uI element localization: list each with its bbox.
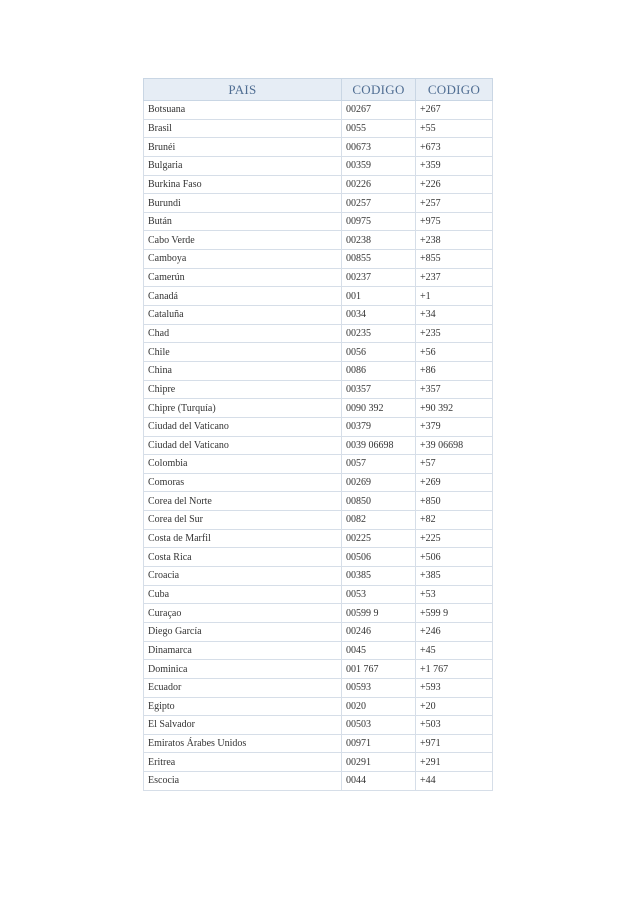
cell-country: Curaçao: [144, 604, 342, 623]
table-row: [144, 473, 493, 492]
cell-country: China: [144, 361, 342, 380]
cell-country: Ecuador: [144, 678, 342, 697]
cell-plus-code: +39 06698: [416, 436, 493, 455]
table-row: [144, 324, 493, 343]
cell-plus-code: +599 9: [416, 604, 493, 623]
header-international-code: CODIGO: [342, 79, 416, 101]
table-row: [144, 250, 493, 269]
table-row: [144, 101, 493, 120]
cell-international-code: 00855: [342, 250, 416, 269]
table-row: [144, 399, 493, 418]
table-row: [144, 212, 493, 231]
cell-country: Canadá: [144, 287, 342, 306]
table-row: [144, 287, 493, 306]
cell-international-code: 00599 9: [342, 604, 416, 623]
cell-plus-code: +238: [416, 231, 493, 250]
cell-international-code: 00238: [342, 231, 416, 250]
table-row: [144, 511, 493, 530]
cell-international-code: 0039 06698: [342, 436, 416, 455]
cell-international-code: 00975: [342, 212, 416, 231]
cell-country: Botsuana: [144, 101, 342, 120]
cell-country: Cabo Verde: [144, 231, 342, 250]
header-row: [144, 79, 493, 101]
table-row: [144, 697, 493, 716]
cell-international-code: 00850: [342, 492, 416, 511]
cell-international-code: 00237: [342, 268, 416, 287]
cell-country: Comoras: [144, 473, 342, 492]
cell-international-code: 0057: [342, 455, 416, 474]
table-row: [144, 455, 493, 474]
country-codes-table: [143, 78, 493, 791]
cell-international-code: 00506: [342, 548, 416, 567]
cell-international-code: 00673: [342, 138, 416, 157]
cell-plus-code: +673: [416, 138, 493, 157]
cell-plus-code: +45: [416, 641, 493, 660]
cell-country: Ciudad del Vaticano: [144, 436, 342, 455]
cell-plus-code: +385: [416, 567, 493, 586]
cell-country: Egipto: [144, 697, 342, 716]
table-row: [144, 734, 493, 753]
table-row: [144, 138, 493, 157]
table-row: [144, 753, 493, 772]
cell-plus-code: +379: [416, 417, 493, 436]
header-plus-code: CODIGO: [416, 79, 493, 101]
cell-plus-code: +850: [416, 492, 493, 511]
cell-plus-code: +86: [416, 361, 493, 380]
cell-international-code: 0090 392: [342, 399, 416, 418]
cell-country: Dinamarca: [144, 641, 342, 660]
cell-international-code: 00379: [342, 417, 416, 436]
cell-international-code: 00503: [342, 716, 416, 735]
cell-plus-code: +57: [416, 455, 493, 474]
cell-country: Costa de Marfil: [144, 529, 342, 548]
cell-international-code: 00235: [342, 324, 416, 343]
table-row: [144, 567, 493, 586]
cell-country: Bután: [144, 212, 342, 231]
cell-country: Ciudad del Vaticano: [144, 417, 342, 436]
table-row: [144, 641, 493, 660]
cell-international-code: 0020: [342, 697, 416, 716]
cell-international-code: 00291: [342, 753, 416, 772]
header-country: PAIS: [144, 79, 342, 101]
table-row: [144, 716, 493, 735]
cell-international-code: 0044: [342, 772, 416, 791]
table-row: [144, 119, 493, 138]
cell-country: Burundi: [144, 194, 342, 213]
cell-international-code: 00246: [342, 622, 416, 641]
cell-country: Eritrea: [144, 753, 342, 772]
cell-international-code: 0045: [342, 641, 416, 660]
cell-country: Chipre: [144, 380, 342, 399]
cell-plus-code: +267: [416, 101, 493, 120]
cell-international-code: 00593: [342, 678, 416, 697]
table-row: [144, 622, 493, 641]
cell-plus-code: +237: [416, 268, 493, 287]
table-row: [144, 529, 493, 548]
table-row: [144, 604, 493, 623]
cell-plus-code: +55: [416, 119, 493, 138]
cell-country: Dominica: [144, 660, 342, 679]
cell-plus-code: +359: [416, 156, 493, 175]
cell-international-code: 001: [342, 287, 416, 306]
cell-country: Camboya: [144, 250, 342, 269]
cell-country: Colombia: [144, 455, 342, 474]
cell-international-code: 00225: [342, 529, 416, 548]
table-body: [144, 101, 493, 791]
cell-plus-code: +56: [416, 343, 493, 362]
cell-international-code: 00359: [342, 156, 416, 175]
cell-country: Corea del Norte: [144, 492, 342, 511]
table-row: [144, 380, 493, 399]
cell-international-code: 0082: [342, 511, 416, 530]
cell-country: Escocia: [144, 772, 342, 791]
cell-international-code: 00269: [342, 473, 416, 492]
cell-country: Chad: [144, 324, 342, 343]
cell-plus-code: +235: [416, 324, 493, 343]
cell-plus-code: +53: [416, 585, 493, 604]
table-row: [144, 660, 493, 679]
cell-country: Burkina Faso: [144, 175, 342, 194]
cell-plus-code: +225: [416, 529, 493, 548]
cell-international-code: 00385: [342, 567, 416, 586]
cell-plus-code: +357: [416, 380, 493, 399]
table-row: [144, 343, 493, 362]
cell-international-code: 001 767: [342, 660, 416, 679]
cell-country: Croacia: [144, 567, 342, 586]
cell-plus-code: +855: [416, 250, 493, 269]
cell-country: Diego García: [144, 622, 342, 641]
cell-country: Emiratos Árabes Unidos: [144, 734, 342, 753]
table-row: [144, 492, 493, 511]
table-row: [144, 548, 493, 567]
cell-plus-code: +506: [416, 548, 493, 567]
cell-international-code: 0086: [342, 361, 416, 380]
table-row: [144, 417, 493, 436]
cell-plus-code: +82: [416, 511, 493, 530]
cell-plus-code: +246: [416, 622, 493, 641]
cell-plus-code: +503: [416, 716, 493, 735]
cell-plus-code: +90 392: [416, 399, 493, 418]
cell-country: Chipre (Turquía): [144, 399, 342, 418]
cell-international-code: 0034: [342, 306, 416, 325]
cell-country: Cuba: [144, 585, 342, 604]
cell-plus-code: +226: [416, 175, 493, 194]
table-row: [144, 306, 493, 325]
cell-international-code: 0056: [342, 343, 416, 362]
cell-country: El Salvador: [144, 716, 342, 735]
table-row: [144, 361, 493, 380]
table-row: [144, 585, 493, 604]
cell-plus-code: +971: [416, 734, 493, 753]
cell-plus-code: +269: [416, 473, 493, 492]
table-row: [144, 175, 493, 194]
cell-international-code: 00226: [342, 175, 416, 194]
cell-plus-code: +257: [416, 194, 493, 213]
cell-plus-code: +975: [416, 212, 493, 231]
cell-country: Costa Rica: [144, 548, 342, 567]
cell-international-code: 0055: [342, 119, 416, 138]
cell-plus-code: +593: [416, 678, 493, 697]
cell-plus-code: +34: [416, 306, 493, 325]
table-row: [144, 194, 493, 213]
cell-international-code: 0053: [342, 585, 416, 604]
cell-international-code: 00257: [342, 194, 416, 213]
cell-country: Chile: [144, 343, 342, 362]
cell-plus-code: +1 767: [416, 660, 493, 679]
table-row: [144, 268, 493, 287]
table-row: [144, 156, 493, 175]
table-row: [144, 231, 493, 250]
table-row: [144, 436, 493, 455]
cell-country: Brasil: [144, 119, 342, 138]
cell-country: Brunéi: [144, 138, 342, 157]
table-row: [144, 678, 493, 697]
table-row: [144, 772, 493, 791]
cell-country: Camerún: [144, 268, 342, 287]
cell-plus-code: +291: [416, 753, 493, 772]
cell-country: Corea del Sur: [144, 511, 342, 530]
cell-international-code: 00971: [342, 734, 416, 753]
cell-international-code: 00267: [342, 101, 416, 120]
cell-plus-code: +20: [416, 697, 493, 716]
cell-international-code: 00357: [342, 380, 416, 399]
cell-country: Bulgaria: [144, 156, 342, 175]
cell-country: Cataluña: [144, 306, 342, 325]
cell-plus-code: +1: [416, 287, 493, 306]
cell-plus-code: +44: [416, 772, 493, 791]
